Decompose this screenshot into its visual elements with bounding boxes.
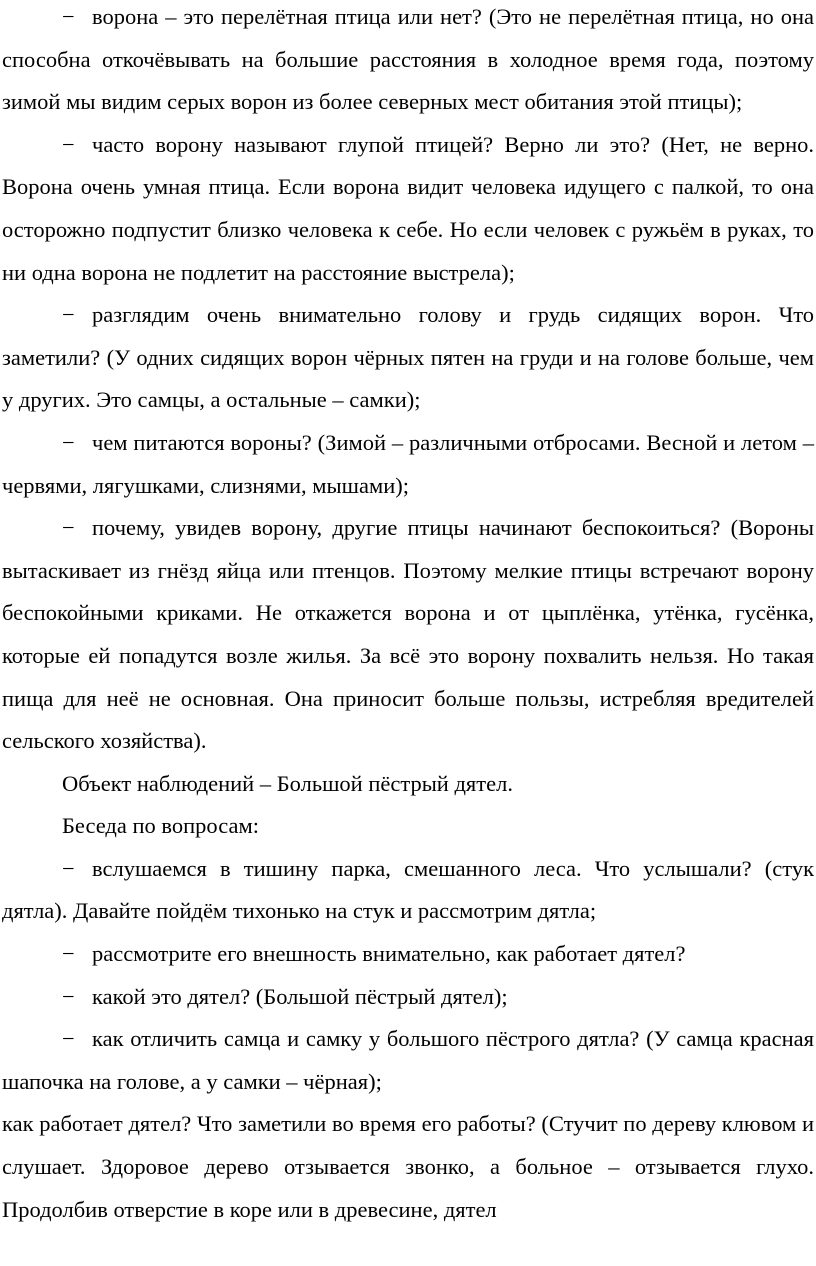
woodpecker-kind-paragraph: [2, 976, 814, 1019]
list-dash: −: [62, 515, 75, 541]
paragraph-text: чем питаются вороны? (Зимой – различными отбросами. Весной и летом – червями, лягушками, слизнями, мышами);: [2, 429, 814, 498]
list-dash: −: [62, 4, 75, 29]
list-dash: −: [62, 429, 75, 455]
paragraph-text: как отличить самца и самку у большого пёстрого дятла? (У самца красная шапочка на голове, а у самки – чёрная);: [2, 1026, 814, 1094]
woodpecker-listen-paragraph: [2, 848, 814, 933]
paragraph-text: рассмотрите его внешность внимательно, как работает дятел?: [92, 941, 686, 967]
paragraph-text: Беседа по вопросам:: [62, 813, 259, 839]
paragraph-text: часто ворону называют глупой птицей? Верно ли это? (Нет, не верно. Ворона очень умная птица. Если ворона видит человека идущего с палкой, то она осторожно подпустит близко человека к себе. Но если человек с ружьём в руках, то ни одна ворона не подлетит на расстояние выстрела);: [2, 131, 814, 285]
woodpecker-sex-paragraph: [2, 1018, 814, 1103]
paragraph-text: ворона – это перелётная птица или нет? (Это не перелётная птица, но она способна откочёвывать на большие расстояния в холодное время года, поэтому зимой мы видим серых ворон из более северных мест обитания этой птицы);: [2, 4, 814, 115]
crow-diet-paragraph: [2, 422, 814, 507]
list-dash: −: [62, 941, 75, 967]
observation-object-heading: [2, 763, 814, 806]
list-dash: −: [62, 1026, 75, 1052]
crow-intelligence-paragraph: [2, 124, 814, 294]
list-dash: −: [62, 983, 75, 1009]
paragraph-text: разглядим очень внимательно голову и грудь сидящих ворон. Что заметили? (У одних сидящих ворон чёрных пятен на груди и на голове больше, чем у других. Это самцы, а остальные – самки);: [2, 302, 814, 413]
list-dash: −: [62, 302, 75, 328]
crow-appearance-paragraph: [2, 294, 814, 422]
woodpecker-look-paragraph: [2, 933, 814, 976]
list-dash: −: [62, 131, 75, 157]
paragraph-text: какой это дятел? (Большой пёстрый дятел);: [92, 983, 508, 1009]
paragraph-text: Объект наблюдений – Большой пёстрый дятел.: [62, 770, 513, 796]
crow-behavior-paragraph: [2, 507, 814, 763]
woodpecker-work-paragraph: [2, 1103, 814, 1231]
questions-heading: [2, 805, 814, 848]
paragraph-text: почему, увидев ворону, другие птицы начинают беспокоиться? (Вороны вытаскивает из гнёзд яйца или птенцов. Поэтому мелкие птицы встречают ворону беспокойными криками. Не откажется ворона и от цыплёнка, утёнка, гусёнка, которые ей попадутся возле жилья. За всё это ворону похвалить нельзя. Но такая пища для неё не основная. Она приносит больше пользы, истребляя вредителей сельского хозяйства).: [2, 515, 814, 754]
paragraph-text: вслушаемся в тишину парка, смешанного леса. Что услышали? (стук дятла). Давайте пойдём тихонько на стук и рассмотрим дятла;: [2, 855, 814, 924]
paragraph-text: как работает дятел? Что заметили во время его работы? (Стучит по дереву клювом и слушает. Здоровое дерево отзывается звонко, а больное – отзывается глухо. Продолбив отверстие в коре или в древесине, дятел: [2, 1111, 814, 1222]
list-dash: −: [62, 855, 75, 881]
crow-migration-paragraph: [2, 0, 814, 124]
